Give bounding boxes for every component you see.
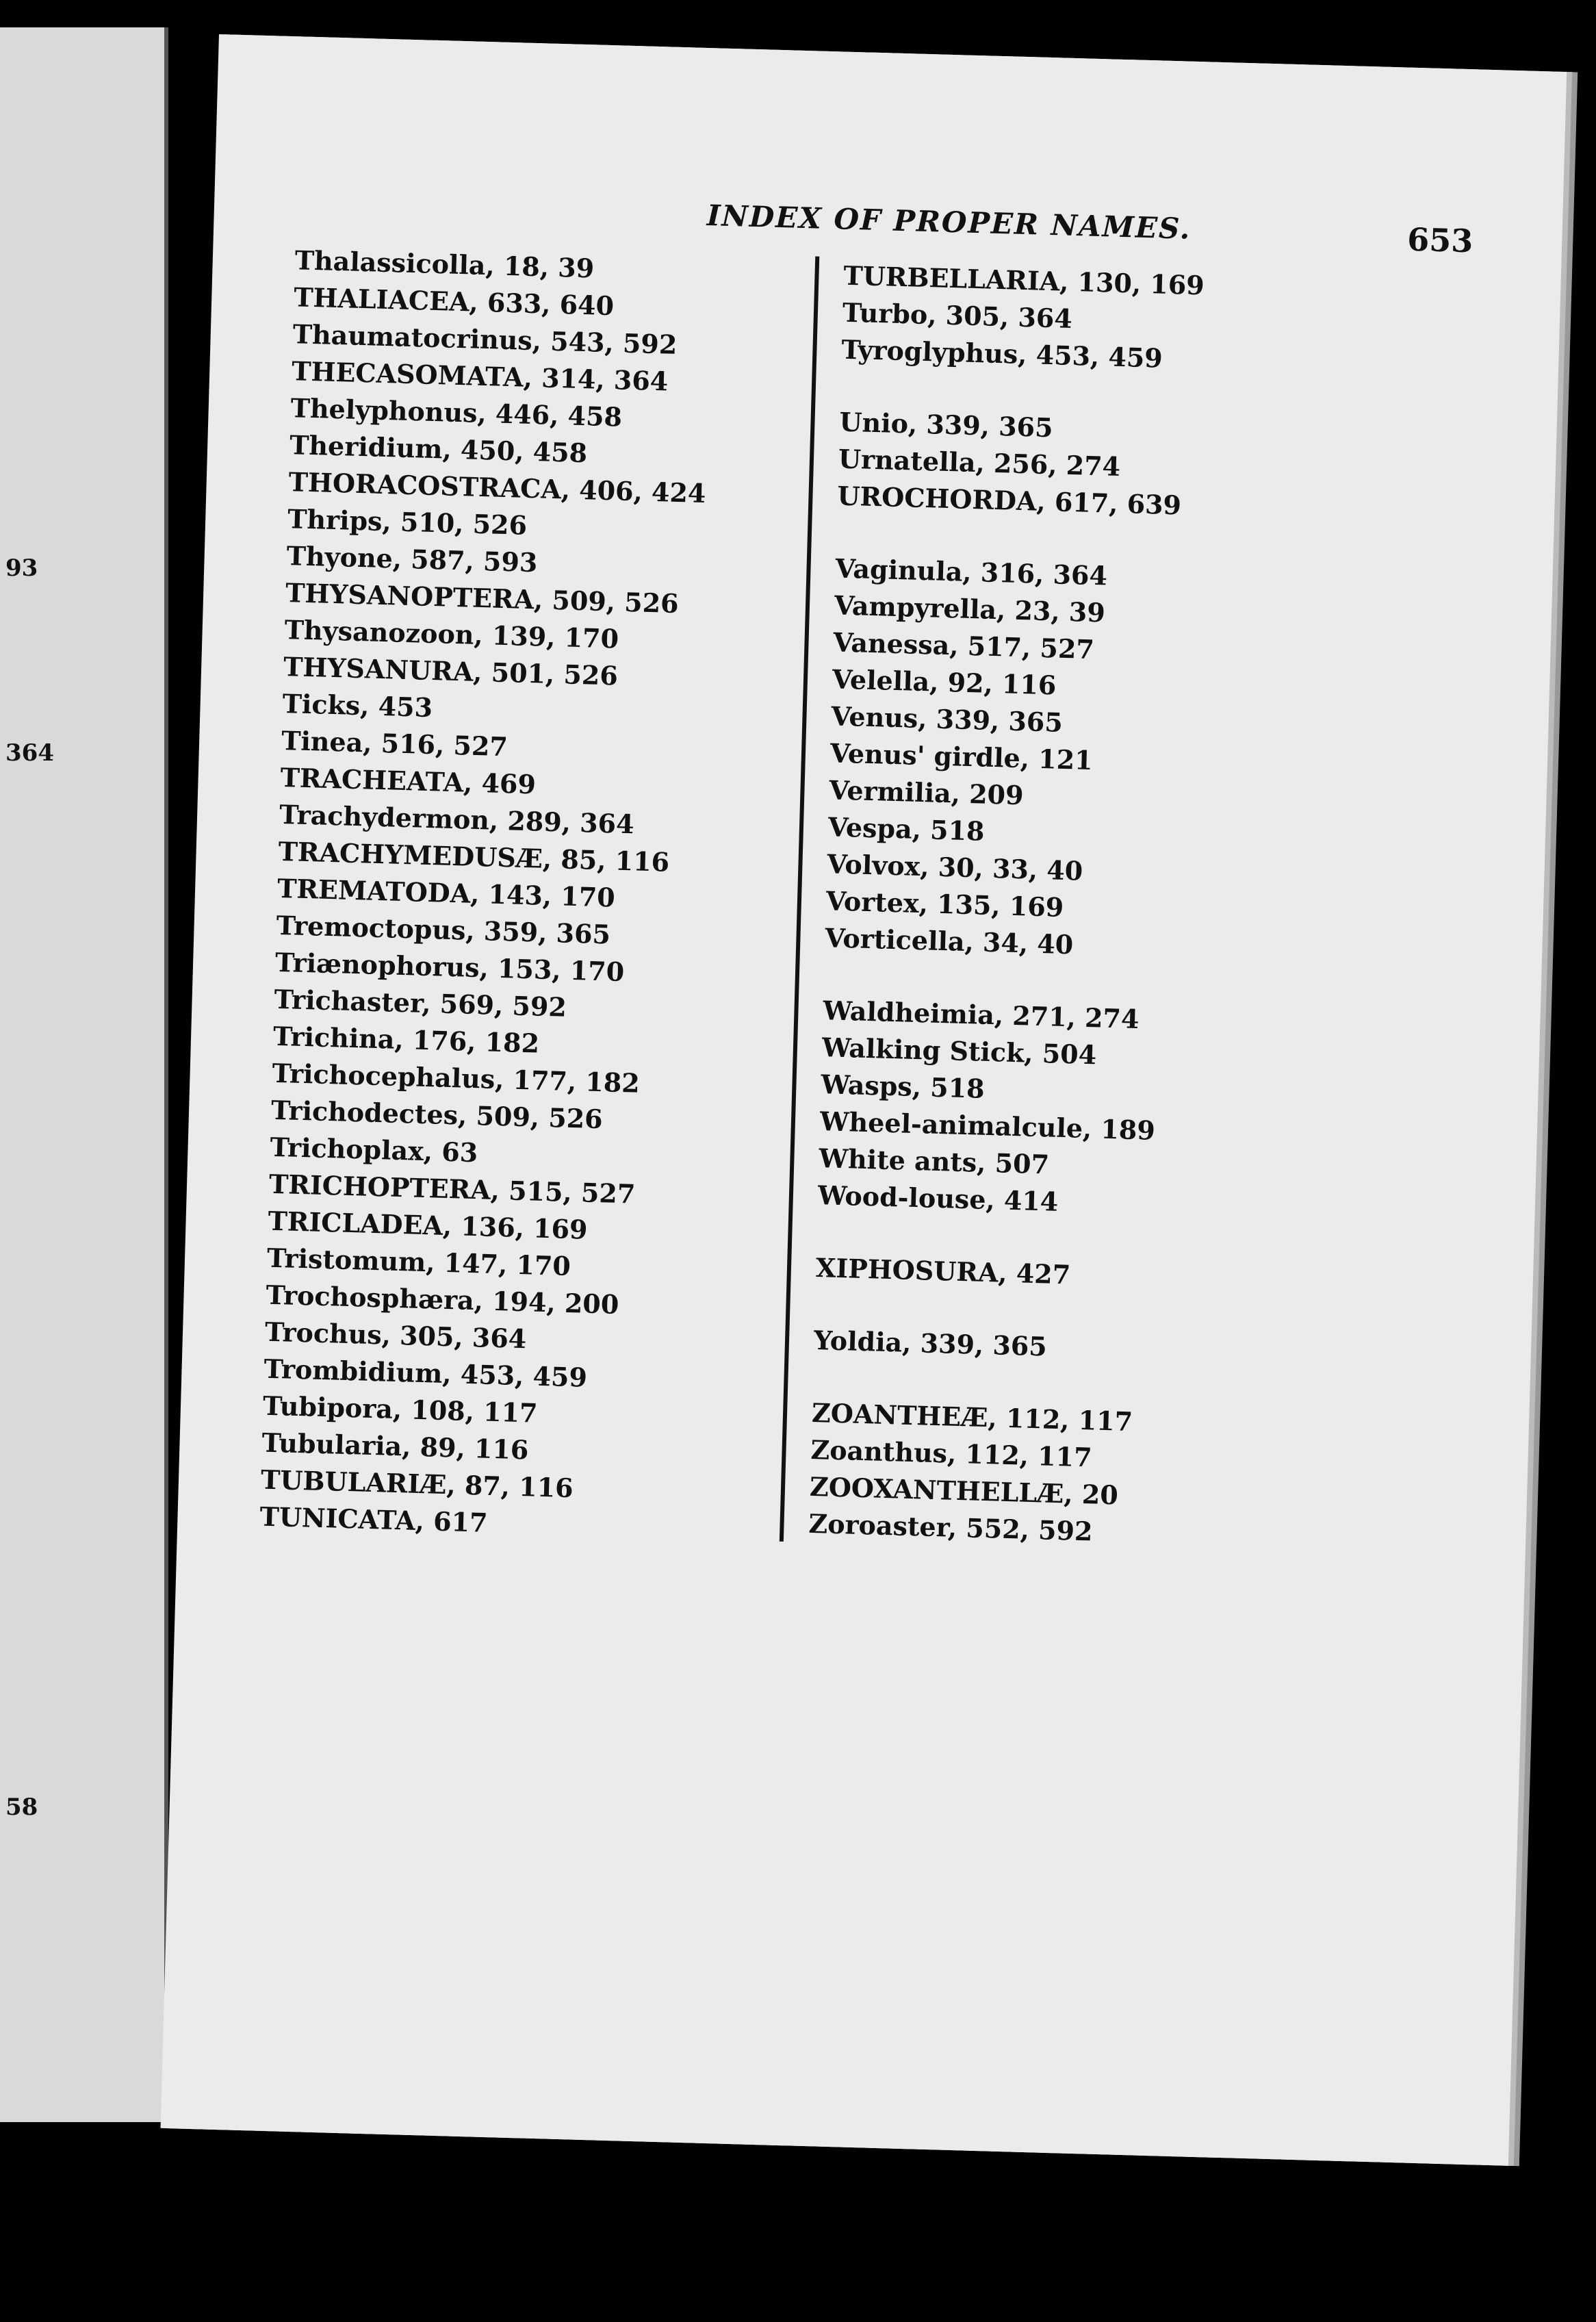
index-entry: Trichocephalus, 177, 182: [272, 1057, 641, 1099]
index-entry: Volvox, 30, 33, 40: [826, 848, 1083, 886]
index-column-right: [780, 256, 1227, 1553]
index-entry: Wasps, 518: [820, 1069, 986, 1104]
index-entry: Zoanthus, 112, 117: [810, 1433, 1093, 1473]
index-entry: Tremoctopus, 359, 365: [276, 909, 611, 950]
index-entry: TUNICATA, 617: [259, 1501, 489, 1538]
index-entry: Vespa, 518: [827, 811, 986, 847]
index-entry: Thaumatocrinus, 543, 592: [292, 318, 678, 360]
index-entry: Tinea, 516, 527: [281, 724, 509, 763]
index-entry: Trichoplax, 63: [270, 1131, 478, 1169]
index-entry: Tubipora, 108, 117: [262, 1390, 539, 1429]
index-entry: Wood-louse, 414: [817, 1179, 1059, 1217]
index-entry: Venus, 339, 365: [830, 700, 1064, 738]
index-entry: Waldheimia, 271, 274: [822, 995, 1140, 1035]
index-entry: THYSANURA, 501, 526: [283, 651, 619, 691]
index-entry: Ticks, 453: [282, 687, 433, 724]
index-entry: Thyone, 587, 593: [286, 540, 538, 578]
index-entry: THYSANOPTERA, 509, 526: [285, 577, 680, 620]
index-entry: White ants, 507: [818, 1143, 1050, 1180]
index-entry: Thelyphonus, 446, 458: [290, 392, 623, 433]
index-entry: Yoldia, 339, 365: [813, 1325, 1048, 1362]
index-entry: ZOOXANTHELLÆ, 20: [809, 1470, 1119, 1511]
index-entry: Zoroaster, 552, 592: [808, 1507, 1094, 1547]
index-entry: THALIACEA, 633, 640: [293, 281, 615, 322]
index-column-left: [259, 242, 829, 1550]
index-entry: Turbo, 305, 364: [842, 296, 1073, 334]
index-entry: Trochus, 305, 364: [264, 1316, 527, 1355]
page-header: [624, 190, 1474, 260]
index-entry: Urnatella, 256, 274: [838, 443, 1121, 483]
index-entry: Theridium, 450, 458: [289, 429, 588, 469]
index-entry: Trochosphæra, 194, 200: [265, 1279, 619, 1321]
index-entry: THORACOSTRACA, 406, 424: [288, 466, 706, 509]
index-entry: Vaginula, 316, 364: [834, 552, 1108, 591]
index-entry: TRACHYMEDUSÆ, 85, 116: [278, 835, 670, 878]
index-entry: XIPHOSURA, 427: [815, 1252, 1071, 1290]
index-entry: Vanessa, 517, 527: [832, 626, 1095, 665]
index-entry: Unio, 339, 365: [838, 406, 1054, 444]
index-entry: Tubularia, 89, 116: [261, 1427, 529, 1466]
index-entry: Trichaster, 569, 592: [274, 983, 567, 1023]
index-entry: Venus' girdle, 121: [829, 737, 1094, 776]
index-entry: Trichodectes, 509, 526: [270, 1094, 604, 1135]
index-entry: TRACHEATA, 469: [280, 761, 537, 800]
index-entry: Thrips, 510, 526: [287, 503, 528, 541]
index-entry: Vorticella, 34, 40: [824, 922, 1074, 960]
index-entry: Vortex, 135, 169: [825, 885, 1064, 923]
index-entry: Velella, 92, 116: [832, 663, 1057, 701]
index-entry: Walking Stick, 504: [821, 1032, 1097, 1071]
index-entry: Tristomum, 147, 170: [266, 1242, 571, 1282]
index-entry: Wheel-animalcule, 189: [819, 1106, 1156, 1146]
book-page: [161, 34, 1567, 2166]
index-entry: TRICLADEA, 136, 169: [268, 1205, 589, 1245]
facing-page-fragment: 58: [5, 1794, 38, 1821]
index-entry: TUBULARIÆ, 87, 116: [260, 1464, 574, 1504]
index-entry: Thalassicolla, 18, 39: [294, 244, 595, 284]
index-entry: Thysanozoon, 139, 170: [284, 614, 619, 654]
index-entry: Vampyrella, 23, 39: [834, 589, 1106, 628]
page-number: 653: [1406, 220, 1474, 260]
running-title: INDEX OF PROPER NAMES.: [706, 199, 1192, 246]
index-entry: TRICHOPTERA, 515, 527: [268, 1168, 636, 1210]
index-entry: Tyroglyphus, 453, 459: [840, 333, 1163, 374]
index-entry: TREMATODA, 143, 170: [276, 872, 616, 913]
index-entry: Vermilia, 209: [828, 774, 1025, 811]
facing-page: [0, 27, 168, 2122]
index-entry: Trachydermon, 289, 364: [279, 798, 635, 840]
index-entry: UROCHORDA, 617, 639: [836, 480, 1182, 521]
index-entry: TURBELLARIA, 130, 169: [842, 259, 1205, 301]
facing-page-fragment: 93: [5, 554, 38, 582]
index-entry: THECASOMATA, 314, 364: [291, 355, 669, 397]
index-entry: Trombidium, 453, 459: [263, 1353, 588, 1393]
index-entry: Trichina, 176, 182: [272, 1020, 540, 1059]
index-entry: ZOANTHEÆ, 112, 117: [811, 1396, 1133, 1438]
facing-page-fragment: 364: [5, 739, 54, 767]
index-entry: Triænophorus, 153, 170: [274, 946, 625, 988]
